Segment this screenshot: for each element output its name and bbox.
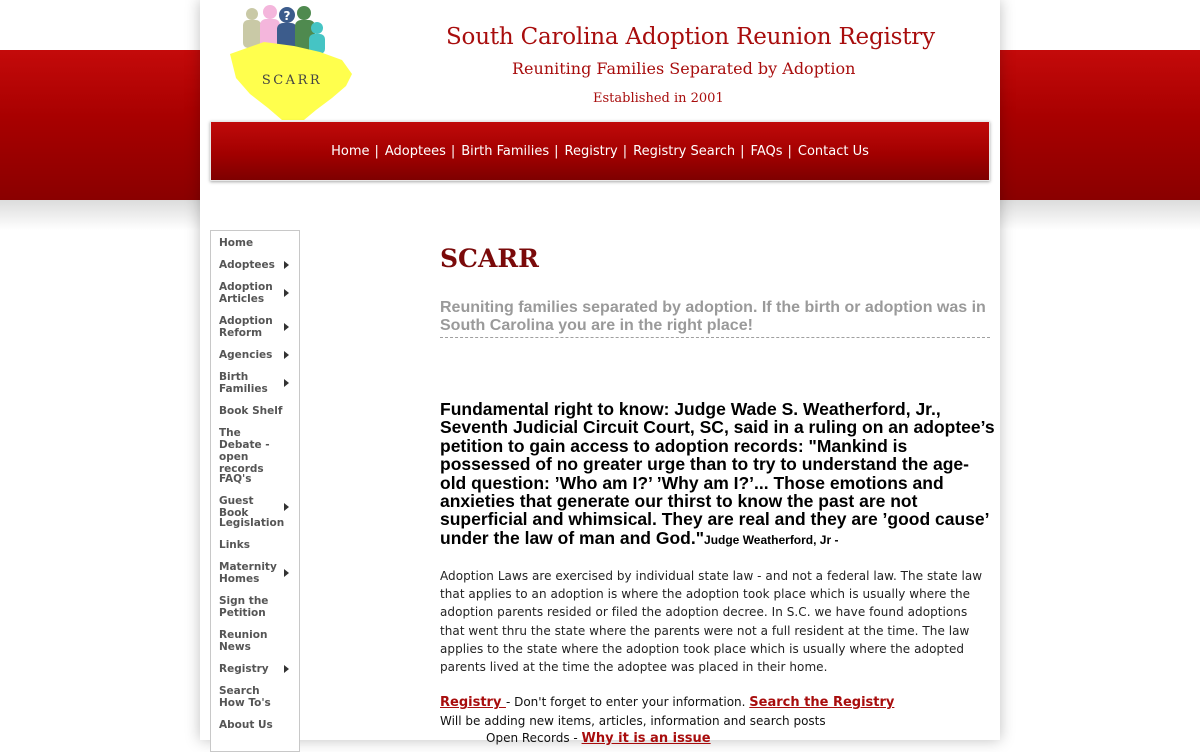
svg-text:?: ? (283, 9, 291, 23)
submenu-arrow-icon (284, 351, 289, 359)
sidenav-item-home[interactable] (211, 237, 299, 249)
submenu-arrow-icon (284, 379, 289, 387)
sidenav-item-label: The Debate - open records (219, 427, 270, 475)
adding-items-text: Will be adding new items, articles, information and search posts (440, 714, 826, 728)
open-records-line (486, 729, 711, 748)
sidenav-item-birth-families[interactable] (211, 371, 299, 395)
submenu-arrow-icon (284, 503, 289, 511)
registry-link[interactable]: Registry (440, 695, 506, 710)
submenu-arrow-icon (284, 261, 289, 269)
sidenav-item-label: Maternity Homes (219, 561, 277, 585)
sidenav-item-label: About Us (219, 719, 273, 731)
site-subtitle: Reuniting Families Separated by Adoption (512, 59, 856, 78)
topnav-separator: | (740, 143, 745, 159)
sidenav-item-label: Agencies (219, 349, 273, 361)
sidenav-item-label: Legislation (219, 517, 285, 529)
registry-reminder-text: - Don't forget to enter your information. (505, 695, 750, 709)
topnav-separator: | (374, 143, 379, 159)
sidenav-item-the-debate-open-records[interactable] (211, 427, 299, 475)
side-navigation (210, 230, 300, 752)
adoption-laws-paragraph: Adoption Laws are exercised by individual state law - and not a federal law. The state law that applies to an adoption is where the adoption took place which is usually where the adoption parents resided or filed the adoption decree. In S.C. we have found adoptions that went thru the state where the parents were not a full resident at the time. The law applies to the state where the adoption took place which is usually where the adopted parents lived at the time the adoptee was placed in their home. (440, 569, 983, 675)
sidenav-item-adoption-reform[interactable] (211, 315, 299, 339)
logo-graphic (224, 2, 354, 120)
sidenav-item-label: Links (219, 539, 250, 551)
sidenav-item-registry[interactable] (211, 663, 299, 675)
scarr-logo[interactable] (224, 2, 354, 120)
sidenav-item-about-us[interactable] (211, 719, 299, 731)
topnav-contact-us[interactable]: Contact Us (797, 143, 869, 159)
page-title: SCARR (440, 244, 539, 273)
sidenav-item-adoptees[interactable] (211, 259, 299, 271)
topnav-separator: | (787, 143, 792, 159)
sidenav-item-label: Adoptees (219, 259, 275, 271)
why-issue-link[interactable]: Why it is an issue (581, 731, 711, 746)
search-registry-link[interactable]: Search the Registry (749, 695, 895, 710)
top-navigation (210, 121, 990, 181)
submenu-arrow-icon (284, 569, 289, 577)
sidenav-item-label: Guest Book (219, 495, 254, 519)
sidenav-item-label: FAQ's (219, 473, 252, 485)
submenu-arrow-icon (284, 289, 289, 297)
open-records-text: Open Records - (486, 731, 582, 745)
judge-quote (440, 400, 995, 549)
topnav-birth-families[interactable]: Birth Families (461, 143, 550, 159)
sidenav-item-label: Adoption Reform (219, 315, 273, 339)
sidenav-item-sign-the-petition[interactable] (211, 595, 299, 619)
topnav-separator: | (622, 143, 628, 159)
site-title: South Carolina Adoption Reunion Registry (446, 24, 935, 50)
intro-text: Reuniting families separated by adoption. If the birth or adoption was in South Carolina you are in the right place! (440, 299, 990, 338)
sidenav-item-label: Sign the Petition (219, 595, 269, 619)
logo-text: SCARR (261, 73, 323, 88)
sidenav-item-maternity-homes[interactable] (211, 561, 299, 585)
sidenav-item-label: Reunion News (219, 629, 268, 653)
registry-line (440, 693, 1000, 730)
sidenav-item-adoption-articles[interactable] (211, 281, 299, 305)
sidenav-item-label: Search How To's (219, 685, 271, 709)
sidenav-item-label: Birth Families (219, 371, 268, 395)
sidenav-item-book-shelf[interactable] (211, 405, 299, 417)
submenu-arrow-icon (284, 323, 289, 331)
sidenav-item-faq-s[interactable] (211, 473, 299, 485)
sidenav-item-label: Book Shelf (219, 405, 283, 417)
topnav-adoptees[interactable]: Adoptees (384, 143, 446, 159)
quote-citation: Judge Weatherford, Jr - (704, 532, 839, 547)
topnav-registry-search[interactable]: Registry Search (633, 143, 736, 159)
topnav-separator: | (450, 143, 456, 159)
sidenav-item-links[interactable] (211, 539, 299, 551)
topnav-home[interactable]: Home (331, 143, 370, 159)
sidenav-item-label: Adoption Articles (219, 281, 273, 305)
sidenav-item-guest-book[interactable] (211, 495, 299, 519)
site-established: Established in 2001 (593, 91, 724, 106)
sidenav-item-legislation[interactable] (211, 517, 299, 529)
page-container (200, 0, 1000, 746)
quote-text: Fundamental right to know: Judge Wade S. Weatherford, Jr., Seventh Judicial Circuit Court, SC, said in a ruling on an adoptee’s petition to gain access to adoption records: "Mankind is possessed of no greater urge than to try to understand the age-old question: ’Who am I?’ ’Why am I?’... Those emotions and anxieties that generate our thirst to know the past are not superficial and whimsical. They are real and they are ’good cause’ under the law of man and God." (440, 399, 995, 548)
sidenav-item-agencies[interactable] (211, 349, 299, 361)
sidenav-item-reunion-news[interactable] (211, 629, 299, 653)
topnav-faqs[interactable]: FAQs (750, 143, 783, 159)
topnav-separator: | (554, 143, 559, 159)
topnav-registry[interactable]: Registry (564, 143, 618, 159)
sidenav-item-label: Registry (219, 663, 269, 675)
sidenav-item-search-how-to-s[interactable] (211, 685, 299, 709)
sidenav-item-label: Home (219, 237, 254, 249)
submenu-arrow-icon (284, 665, 289, 673)
